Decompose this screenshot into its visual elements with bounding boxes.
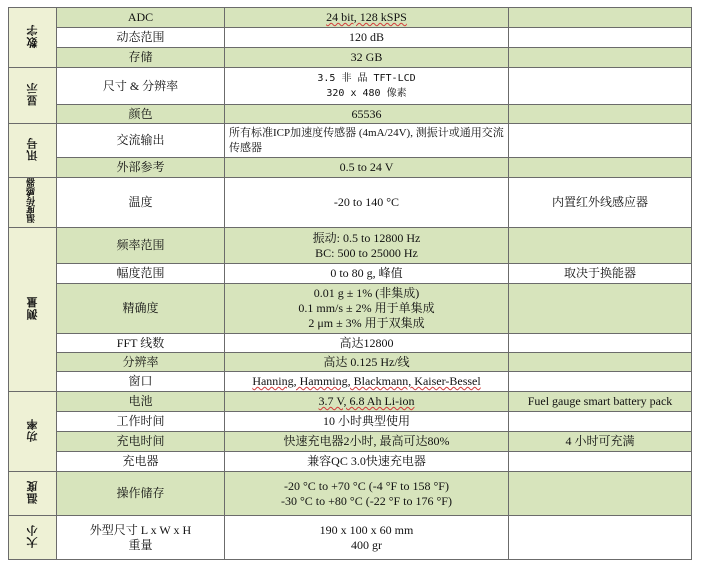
section-label: 数字 xyxy=(26,23,39,48)
section-measure xyxy=(9,228,57,392)
section-digital xyxy=(9,8,57,68)
value-line: 0.1 mm/s ± 2% 用于单集成 xyxy=(298,301,435,315)
spec-table xyxy=(8,7,692,560)
section-display xyxy=(9,68,57,124)
table-row xyxy=(9,68,692,105)
value-line: 0.01 g ± 1% (非集成) xyxy=(313,286,420,300)
table-row xyxy=(9,372,692,392)
row-value-charger: 兼容QC 3.0快速充电器 xyxy=(225,452,509,472)
row-value-amp-range: 0 to 80 g, 峰值 xyxy=(225,264,509,284)
spec-table-container xyxy=(8,7,692,560)
row-value-temperature: -20 to 140 °C xyxy=(225,178,509,228)
section-label: 讯号 xyxy=(26,136,39,161)
row-note-ext-ref xyxy=(509,158,692,178)
row-value-work-time: 10 小时典型使用 xyxy=(225,412,509,432)
row-note-freq-range xyxy=(509,228,692,264)
row-label-charge-time: 充电时间 xyxy=(57,432,225,452)
label-line: 重量 xyxy=(128,537,153,552)
row-label-charger: 充电器 xyxy=(57,452,225,472)
row-note-colors xyxy=(509,105,692,124)
row-label-op-storage: 操作储存 xyxy=(57,472,225,516)
row-note-accuracy xyxy=(509,284,692,334)
row-label-colors: 颜色 xyxy=(57,105,225,124)
table-row xyxy=(9,472,692,516)
section-signal xyxy=(9,124,57,178)
row-label-size-res: 尺寸 & 分辨率 xyxy=(57,68,225,105)
table-row xyxy=(9,452,692,472)
table-row xyxy=(9,516,692,560)
row-note-amp-range: 取决于换能器 xyxy=(509,264,692,284)
row-label-ac-output: 交流输出 xyxy=(57,124,225,158)
table-row xyxy=(9,158,692,178)
table-row xyxy=(9,412,692,432)
row-label-temperature: 温度 xyxy=(57,178,225,228)
row-value-storage: 32 GB xyxy=(225,48,509,68)
row-label-adc: ADC xyxy=(57,8,225,28)
label-line: 外型尺寸 L x W x H xyxy=(89,522,192,537)
row-note-op-storage xyxy=(509,472,692,516)
table-row xyxy=(9,105,692,124)
row-note-resolution xyxy=(509,353,692,372)
row-note-dynamic-range xyxy=(509,28,692,48)
value-text: 3.7 V, 6.8 Ah Li-ion xyxy=(318,394,415,408)
row-label-work-time: 工作时间 xyxy=(57,412,225,432)
row-note-battery: Fuel gauge smart battery pack xyxy=(509,392,692,412)
row-value-battery xyxy=(225,392,509,412)
row-value-ac-output: 所有标准ICP加速度传感器 (4mA/24V), 测振计或通用交流传感器 xyxy=(225,124,509,158)
value-line: 400 gr xyxy=(351,537,382,552)
section-label: 温度传感器 xyxy=(27,178,37,223)
row-note-size-res xyxy=(509,68,692,105)
row-note-charge-time: 4 小时可充满 xyxy=(509,432,692,452)
section-label: 测量 xyxy=(26,295,39,320)
row-label-dimensions xyxy=(57,516,225,560)
row-label-ext-ref: 外部参考 xyxy=(57,158,225,178)
section-size xyxy=(9,516,57,560)
row-note-charger xyxy=(509,452,692,472)
row-value-colors: 65536 xyxy=(225,105,509,124)
row-value-accuracy xyxy=(225,284,509,334)
section-label: 大小 xyxy=(26,523,39,548)
row-note-ac-output xyxy=(509,124,692,158)
value-text: Hanning, Hamming, Blackmann, Kaiser-Bessel xyxy=(252,374,481,388)
section-temp-sensor xyxy=(9,178,57,228)
row-value-freq-range xyxy=(225,228,509,264)
row-value-charge-time: 快速充电器2小时, 最高可达80% xyxy=(225,432,509,452)
row-value-dimensions xyxy=(225,516,509,560)
row-label-freq-range: 频率范围 xyxy=(57,228,225,264)
section-label: 功率 xyxy=(26,417,39,442)
row-note-dimensions xyxy=(509,516,692,560)
row-value-dynamic-range: 120 dB xyxy=(225,28,509,48)
table-row xyxy=(9,284,692,334)
table-row xyxy=(9,264,692,284)
section-label: 显示 xyxy=(26,81,39,106)
row-value-op-storage xyxy=(225,472,509,516)
section-power xyxy=(9,392,57,472)
row-label-resolution: 分辨率 xyxy=(57,353,225,372)
value-line: 振动: 0.5 to 12800 Hz xyxy=(312,230,421,245)
row-label-fft-lines: FFT 线数 xyxy=(57,334,225,353)
table-row xyxy=(9,228,692,264)
row-value-window xyxy=(225,372,509,392)
row-note-window xyxy=(509,372,692,392)
section-label: 温度 xyxy=(26,479,39,504)
table-row xyxy=(9,28,692,48)
row-label-window: 窗口 xyxy=(57,372,225,392)
row-label-battery: 电池 xyxy=(57,392,225,412)
table-row xyxy=(9,432,692,452)
value-line: -20 °C to +70 °C (-4 °F to 158 °F) xyxy=(284,478,449,493)
section-temperature xyxy=(9,472,57,516)
row-note-work-time xyxy=(509,412,692,432)
row-note-storage xyxy=(509,48,692,68)
row-label-accuracy: 精确度 xyxy=(57,284,225,334)
value-text: 24 bit, 128 kSPS xyxy=(326,10,407,24)
table-row xyxy=(9,353,692,372)
table-row xyxy=(9,48,692,68)
table-row xyxy=(9,334,692,353)
row-label-storage: 存储 xyxy=(57,48,225,68)
value-line: 2 μm ± 3% 用于双集成 xyxy=(308,316,425,330)
row-value-size-res xyxy=(225,68,509,105)
row-value-adc xyxy=(225,8,509,28)
row-label-dynamic-range: 动态范围 xyxy=(57,28,225,48)
row-value-resolution: 高达 0.125 Hz/线 xyxy=(225,353,509,372)
value-line: 3.5 非 晶 TFT-LCD xyxy=(317,73,416,84)
value-line: -30 °C to +80 °C (-22 °F to 176 °F) xyxy=(281,493,452,508)
table-row xyxy=(9,392,692,412)
value-line: 320 x 480 像素 xyxy=(326,88,407,99)
row-note-temperature: 内置红外线感应器 xyxy=(509,178,692,228)
row-value-fft-lines: 高达12800 xyxy=(225,334,509,353)
table-row xyxy=(9,8,692,28)
row-label-amp-range: 幅度范围 xyxy=(57,264,225,284)
row-note-adc xyxy=(509,8,692,28)
row-value-ext-ref: 0.5 to 24 V xyxy=(225,158,509,178)
row-note-fft-lines xyxy=(509,334,692,353)
table-row xyxy=(9,178,692,228)
table-row xyxy=(9,124,692,158)
value-line: BC: 500 to 25000 Hz xyxy=(315,245,418,260)
value-line: 190 x 100 x 60 mm xyxy=(319,522,414,537)
